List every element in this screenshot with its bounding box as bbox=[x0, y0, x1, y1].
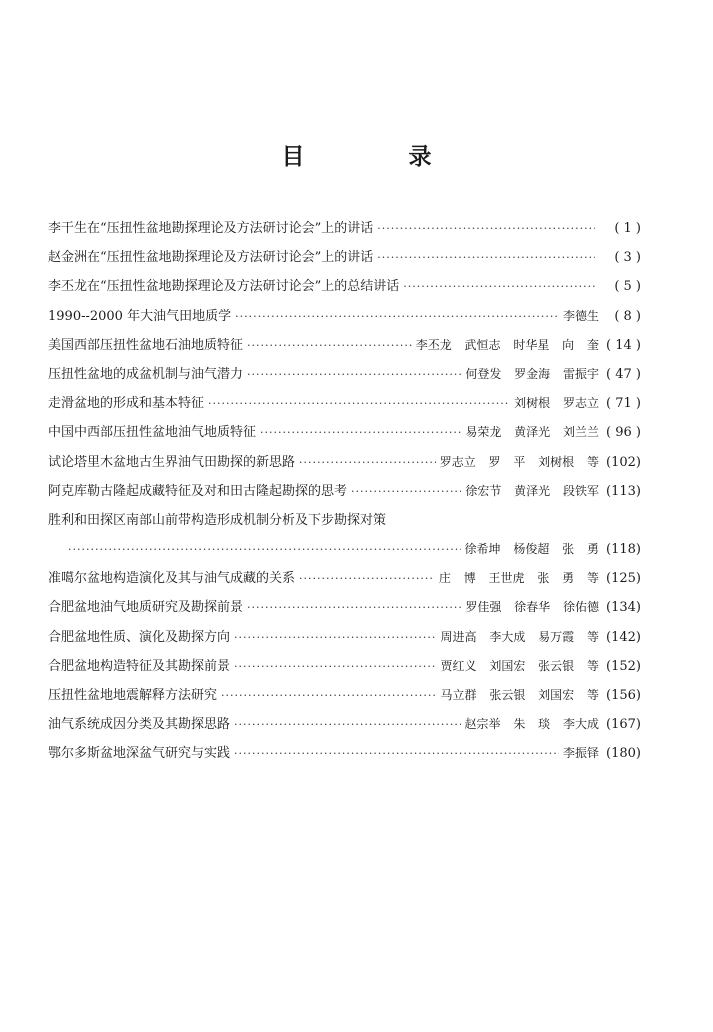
entry-title: 中国中西部压扭性盆地油气地质特征 bbox=[48, 425, 257, 441]
toc-entry[interactable] bbox=[48, 623, 641, 652]
entry-page: ( 96 ) bbox=[606, 425, 641, 441]
entry-title: 1990--2000 年大油气田地质学 bbox=[48, 308, 232, 324]
dot-leader bbox=[299, 448, 436, 477]
toc-entry[interactable] bbox=[48, 418, 641, 447]
entry-page: (142) bbox=[606, 629, 641, 645]
entry-page: (152) bbox=[606, 658, 641, 674]
dot-leader bbox=[68, 535, 461, 564]
entry-title: 合肥盆地构造特征及其勘探前景 bbox=[48, 658, 231, 674]
entry-authors: 李振铎 bbox=[562, 746, 599, 761]
entry-title: 合肥盆地油气地质研究及勘探前景 bbox=[48, 600, 244, 616]
entry-title: 准噶尔盆地构造演化及其与油气成藏的关系 bbox=[48, 571, 296, 587]
entry-authors: 庄 博 王世虎 张 勇 等 bbox=[438, 571, 599, 586]
dot-leader bbox=[234, 710, 461, 739]
entry-authors: 何登发 罗金海 雷振宇 bbox=[465, 366, 599, 381]
entry-title: 油气系统成因分类及其勘探思路 bbox=[48, 717, 231, 733]
entry-title: 李干生在“压扭性盆地勘探理论及方法研讨论会”上的讲话 bbox=[48, 221, 374, 236]
dot-leader bbox=[247, 360, 461, 389]
toc-entry[interactable] bbox=[48, 272, 641, 301]
entry-authors: 徐宏节 黄泽光 段铁军 bbox=[465, 483, 599, 498]
toc-entry[interactable] bbox=[48, 302, 641, 331]
toc-entry[interactable] bbox=[48, 681, 641, 710]
toc-entry[interactable] bbox=[48, 389, 641, 418]
entry-title: 阿克库勒古隆起成藏特征及对和田古隆起勘探的思考 bbox=[48, 483, 348, 499]
table-of-contents bbox=[48, 214, 641, 769]
entry-authors: 罗佳强 徐春华 徐佑德 bbox=[465, 600, 599, 615]
entry-authors: 周进高 李大成 易万霞 等 bbox=[440, 629, 599, 644]
entry-page: (113) bbox=[606, 483, 641, 499]
toc-entry[interactable] bbox=[48, 243, 641, 272]
entry-page: (134) bbox=[606, 600, 641, 616]
entry-page: ( 71 ) bbox=[606, 396, 641, 412]
entry-page: (156) bbox=[606, 688, 641, 703]
toc-entry[interactable] bbox=[48, 506, 641, 535]
entry-authors: 刘树根 罗志立 bbox=[514, 396, 599, 411]
dot-leader bbox=[247, 593, 461, 622]
toc-entry[interactable] bbox=[48, 477, 641, 506]
entry-title: 李丕龙在“压扭性盆地勘探理论及方法研讨论会”上的总结讲话 bbox=[48, 279, 400, 295]
entry-authors: 马立群 张云银 刘国宏 等 bbox=[440, 688, 599, 702]
entry-page: ( 1 ) bbox=[614, 221, 641, 236]
entry-title: 美国西部压扭性盆地石油地质特征 bbox=[48, 337, 244, 353]
toc-entry[interactable] bbox=[48, 593, 641, 622]
dot-leader bbox=[299, 564, 435, 593]
entry-page: (125) bbox=[606, 571, 641, 587]
toc-entry-continuation[interactable] bbox=[48, 535, 641, 564]
dot-leader bbox=[247, 331, 412, 360]
dot-leader bbox=[234, 623, 437, 652]
toc-entry[interactable] bbox=[48, 564, 641, 593]
entry-title: 压扭性盆地地震解释方法研究 bbox=[48, 688, 218, 703]
entry-page: ( 14 ) bbox=[606, 337, 641, 353]
entry-title: 走滑盆地的形成和基本特征 bbox=[48, 396, 205, 412]
toc-entry[interactable] bbox=[48, 331, 641, 360]
toc-entry[interactable] bbox=[48, 710, 641, 739]
entry-page: (118) bbox=[606, 542, 641, 558]
dot-leader bbox=[377, 214, 595, 243]
entry-page: (102) bbox=[606, 454, 641, 470]
toc-entry[interactable] bbox=[48, 739, 641, 768]
dot-leader bbox=[221, 681, 437, 710]
entry-authors: 易荣龙 黄泽光 刘兰兰 bbox=[465, 425, 599, 440]
entry-title: 试论塔里木盆地古生界油气田勘探的新思路 bbox=[48, 454, 296, 470]
entry-page: ( 3 ) bbox=[614, 250, 641, 266]
entry-authors: 李德生 bbox=[562, 308, 599, 323]
toc-entry[interactable] bbox=[48, 360, 641, 389]
entry-authors: 贾红义 刘国宏 张云银 等 bbox=[440, 658, 599, 673]
toc-entry[interactable] bbox=[48, 652, 641, 681]
dot-leader bbox=[377, 243, 595, 272]
dot-leader bbox=[235, 302, 559, 331]
dot-leader bbox=[351, 477, 461, 506]
entry-title: 胜利和田探区南部山前带构造形成机制分析及下步勘探对策 bbox=[48, 512, 387, 528]
entry-title: 合肥盆地性质、演化及勘探方向 bbox=[48, 629, 231, 645]
entry-page: ( 8 ) bbox=[614, 308, 641, 324]
entry-authors: 徐希坤 杨俊超 张 勇 bbox=[464, 542, 599, 557]
entry-authors: 赵宗举 朱 琰 李大成 bbox=[464, 717, 599, 732]
entry-page: (180) bbox=[606, 746, 641, 762]
entry-authors: 李丕龙 武恒志 时华星 向 奎 bbox=[415, 337, 599, 352]
dot-leader bbox=[208, 389, 510, 418]
dot-leader bbox=[403, 272, 595, 301]
entry-title: 鄂尔多斯盆地深盆气研究与实践 bbox=[48, 746, 231, 762]
entry-page: ( 47 ) bbox=[606, 366, 641, 382]
entry-page: (167) bbox=[606, 717, 641, 733]
dot-leader bbox=[234, 739, 559, 768]
dot-leader bbox=[234, 652, 437, 681]
dot-leader bbox=[260, 418, 461, 447]
entry-title: 赵金洲在“压扭性盆地勘探理论及方法研讨论会”上的讲话 bbox=[48, 250, 374, 266]
entry-title: 压扭性盆地的成盆机制与油气潜力 bbox=[48, 366, 244, 382]
entry-page: ( 5 ) bbox=[614, 279, 641, 295]
entry-authors: 罗志立 罗 平 刘树根 等 bbox=[439, 454, 599, 469]
page-title: 目 录 bbox=[281, 144, 480, 170]
toc-entry[interactable] bbox=[48, 214, 641, 243]
toc-entry[interactable] bbox=[48, 448, 641, 477]
